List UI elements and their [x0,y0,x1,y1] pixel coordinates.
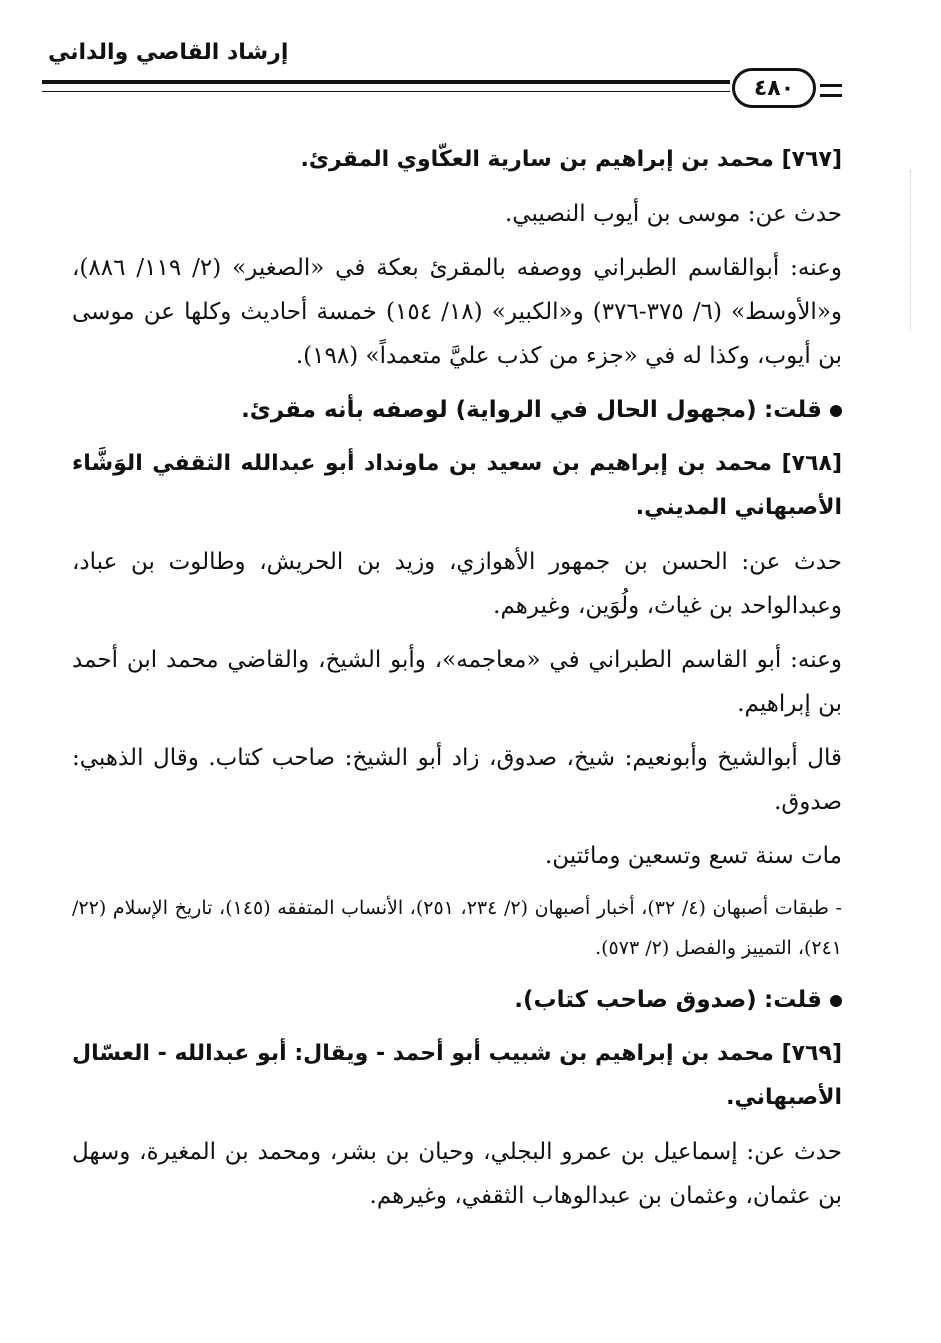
header-rule-right-lower [820,94,842,97]
entry-767-students: وعنه: أبوالقاسم الطبراني ووصفه بالمقرئ بعكة في «الصغير» (٢/ ١١٩/ ٨٨٦)، و«الأوسط» (٦/ ٣٧٥-٣٧٦) و«الكبير» (١٨/ ١٥٤) خمسة أحاديث وكلها عن موسى بن أيوب، وكذا له في «جزء من كذب عليَّ متعمداً» (١٩٨). [72,255,843,369]
header-rule-thin [42,91,730,92]
entry-768-teachers: حدث عن: الحسن بن جمهور الأهوازي، وزيد بن الحريش، وطالوت بن عباد، وعبدالواحد بن غياث، ولُوَين، وغيرهم. [72,549,842,619]
entry-heading-768: [٧٦٨] محمد بن إبراهيم بن سعيد بن ماونداد أبو عبدالله الثقفي الوَشَّاء الأصبهاني المديني. [72,451,842,520]
entry-767-note [72,388,842,432]
bullet-icon [830,405,842,417]
entry-768-sources: - طبقات أصبهان (٤/ ٣٢)، أخبار أصبهان (٢/ ٢٣٤، ٢٥١)، الأنساب المتفقه (١٤٥)، تاريخ الإسلام (٢٢/ ٢٤١)، التمييز والفصل (٢/ ٥٧٣). [72,897,842,959]
entry-768-grading: قال أبوالشيخ وأبونعيم: شيخ، صدوق، زاد أبو الشيخ: صاحب كتاب. وقال الذهبي: صدوق. [72,745,842,815]
note-label: قلت: [764,987,822,1013]
entry-767-teachers: حدث عن: موسى بن أيوب النصيبي. [504,201,842,227]
note-label: قلت: [764,397,822,423]
page-body [72,138,842,1228]
note-verdict: (صدوق صاحب كتاب). [514,987,757,1013]
entry-768-death: مات سنة تسع وتسعين ومائتين. [544,843,842,869]
running-title: إرشاد القاصي والداني [48,40,289,65]
bullet-icon [830,995,842,1007]
margin-mark [910,170,914,330]
page-number: ٤٨٠ [732,68,816,108]
entry-heading-767: [٧٦٧] محمد بن إبراهيم بن سارية العكّاوي المقرئ. [300,147,842,172]
header-rule [42,80,730,84]
header-rule-right [820,84,842,87]
note-verdict: (مجهول الحال في الرواية) لوصفه بأنه مقرئ. [241,397,757,423]
entry-769-teachers: حدث عن: إسماعيل بن عمرو البجلي، وحيان بن بشر، ومحمد بن المغيرة، وسهل بن عثمان، وعثمان بن عبدالوهاب الثقفي، وغيرهم. [72,1139,842,1209]
entry-768-note [72,978,842,1022]
entry-768-students: وعنه: أبو القاسم الطبراني في «معاجمه»، وأبو الشيخ، والقاضي محمد ابن أحمد بن إبراهيم. [72,647,842,717]
entry-heading-769: [٧٦٩] محمد بن إبراهيم بن شبيب أبو أحمد - ويقال: أبو عبدالله - العسّال الأصبهاني. [72,1041,842,1110]
